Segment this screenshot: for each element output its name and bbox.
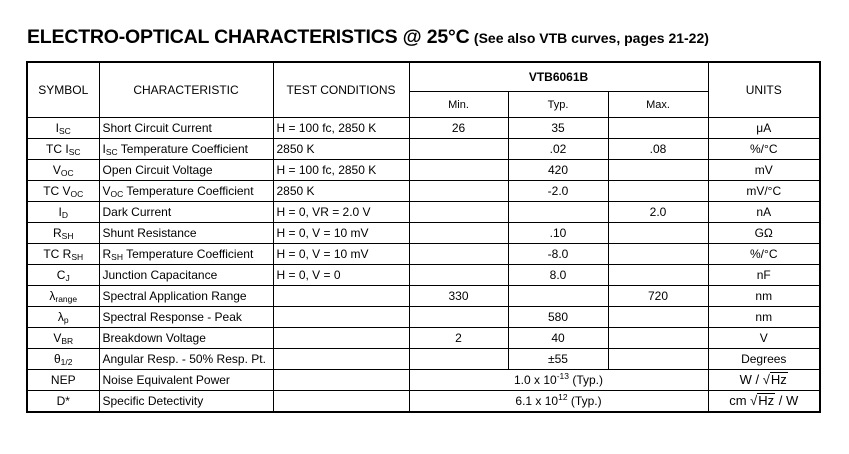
units-cell: %/°C <box>708 139 820 160</box>
characteristic-cell: Junction Capacitance <box>99 265 273 286</box>
max-cell <box>608 223 708 244</box>
symbol-cell: $C_J$ <box>27 265 99 286</box>
header-symbol: SYMBOL <box>27 62 99 118</box>
symbol-cell: $\lambda_{range}$ <box>27 286 99 307</box>
characteristic-cell: $R_{SH}$ Temperature Coefficient <box>99 244 273 265</box>
section-title <box>27 26 709 49</box>
title-main: ELECTRO-OPTICAL CHARACTERISTICS @ 25°C <box>27 26 470 48</box>
symbol-cell: $\theta_{1/2}$ <box>27 349 99 370</box>
min-cell <box>409 244 508 265</box>
units-cell: Degrees <box>708 349 820 370</box>
header-units: UNITS <box>708 62 820 118</box>
table-row <box>27 181 820 202</box>
title-subtitle: (See also VTB curves, pages 21-22) <box>473 30 709 46</box>
characteristic-cell: Open Circuit Voltage <box>99 160 273 181</box>
max-cell: 2.0 <box>608 202 708 223</box>
symbol-cell: $R_{SH}$ <box>27 223 99 244</box>
max-cell <box>608 181 708 202</box>
units-cell: mV <box>708 160 820 181</box>
test-cell: H = 100 fc, 2850 K <box>273 160 409 181</box>
test-cell <box>273 307 409 328</box>
table-row <box>27 118 820 139</box>
characteristic-cell: Angular Resp. - 50% Resp. Pt. <box>99 349 273 370</box>
table-row <box>27 328 820 349</box>
max-cell: 720 <box>608 286 708 307</box>
characteristic-cell: Noise Equivalent Power <box>99 370 273 391</box>
symbol-cell: $I_D$ <box>27 202 99 223</box>
characteristic-cell: Spectral Application Range <box>99 286 273 307</box>
typ-cell: .10 <box>508 223 608 244</box>
table-row <box>27 244 820 265</box>
symbol-cell: $I_{SC}$ <box>27 118 99 139</box>
max-cell <box>608 118 708 139</box>
typ-cell: ±55 <box>508 349 608 370</box>
test-cell: H = 0, VR = 2.0 V <box>273 202 409 223</box>
test-cell <box>273 370 409 391</box>
units-cell: cm √Hz / W <box>708 391 820 413</box>
max-cell <box>608 349 708 370</box>
table-row <box>27 139 820 160</box>
min-cell <box>409 349 508 370</box>
units-cell: nm <box>708 286 820 307</box>
test-cell: H = 100 fc, 2850 K <box>273 118 409 139</box>
typ-cell: -2.0 <box>508 181 608 202</box>
characteristic-cell: Specific Detectivity <box>99 391 273 413</box>
header-characteristic: CHARACTERISTIC <box>99 62 273 118</box>
min-cell: 330 <box>409 286 508 307</box>
characteristic-cell: $I_{SC}$ Temperature Coefficient <box>99 139 273 160</box>
characteristic-cell: Shunt Resistance <box>99 223 273 244</box>
units-cell: mV/°C <box>708 181 820 202</box>
symbol-cell: TC $V_{OC}$ <box>27 181 99 202</box>
typ-cell <box>508 202 608 223</box>
symbol-cell: NEP <box>27 370 99 391</box>
min-cell <box>409 181 508 202</box>
units-cell: nA <box>708 202 820 223</box>
test-cell: 2850 K <box>273 139 409 160</box>
header-typ: Typ. <box>508 92 608 118</box>
characteristic-cell: Short Circuit Current <box>99 118 273 139</box>
symbol-cell: TC $I_{SC}$ <box>27 139 99 160</box>
sqrt-icon: √ <box>750 393 758 408</box>
max-cell <box>608 307 708 328</box>
table-row-nep <box>27 370 820 391</box>
table-row <box>27 202 820 223</box>
units-cell: μA <box>708 118 820 139</box>
typ-cell: 40 <box>508 328 608 349</box>
max-cell <box>608 244 708 265</box>
header-max: Max. <box>608 92 708 118</box>
characteristic-cell: $V_{OC}$ Temperature Coefficient <box>99 181 273 202</box>
units-cell: %/°C <box>708 244 820 265</box>
typ-cell: 580 <box>508 307 608 328</box>
min-cell <box>409 307 508 328</box>
table-body <box>27 118 820 370</box>
symbol-cell: $V_{BR}$ <box>27 328 99 349</box>
characteristic-cell: Spectral Response - Peak <box>99 307 273 328</box>
max-cell <box>608 160 708 181</box>
table-row <box>27 286 820 307</box>
test-cell: 2850 K <box>273 181 409 202</box>
units-cell: W / √Hz <box>708 370 820 391</box>
test-cell: H = 0, V = 10 mV <box>273 244 409 265</box>
min-cell <box>409 160 508 181</box>
typ-cell: .02 <box>508 139 608 160</box>
units-cell: nF <box>708 265 820 286</box>
characteristic-cell: Breakdown Voltage <box>99 328 273 349</box>
table-row <box>27 160 820 181</box>
test-cell <box>273 286 409 307</box>
test-cell <box>273 349 409 370</box>
min-cell <box>409 223 508 244</box>
sqrt-icon: √ <box>762 372 770 387</box>
test-cell: H = 0, V = 0 <box>273 265 409 286</box>
typ-cell: 8.0 <box>508 265 608 286</box>
min-cell <box>409 139 508 160</box>
table-row <box>27 265 820 286</box>
value-cell: 1.0 x $10^{-13}$ (Typ.) <box>409 370 708 391</box>
value-cell: 6.1 x $10^{12}$ (Typ.) <box>409 391 708 413</box>
test-cell <box>273 328 409 349</box>
typ-cell: -8.0 <box>508 244 608 265</box>
header-part-number: VTB6061B <box>409 62 708 92</box>
min-cell: 26 <box>409 118 508 139</box>
min-cell <box>409 265 508 286</box>
units-cell: GΩ <box>708 223 820 244</box>
table-row <box>27 307 820 328</box>
test-cell <box>273 391 409 413</box>
units-cell: nm <box>708 307 820 328</box>
min-cell: 2 <box>409 328 508 349</box>
table-row <box>27 349 820 370</box>
typ-cell: 420 <box>508 160 608 181</box>
max-cell: .08 <box>608 139 708 160</box>
max-cell <box>608 265 708 286</box>
symbol-cell: D* <box>27 391 99 413</box>
units-cell: V <box>708 328 820 349</box>
characteristics-table <box>26 61 821 413</box>
header-test-conditions: TEST CONDITIONS <box>273 62 409 118</box>
symbol-cell: $V_{OC}$ <box>27 160 99 181</box>
test-cell: H = 0, V = 10 mV <box>273 223 409 244</box>
max-cell <box>608 328 708 349</box>
min-cell <box>409 202 508 223</box>
table-row-dstar <box>27 391 820 413</box>
typ-cell <box>508 286 608 307</box>
table-row <box>27 223 820 244</box>
symbol-cell: $\lambda_p$ <box>27 307 99 328</box>
header-min: Min. <box>409 92 508 118</box>
typ-cell: 35 <box>508 118 608 139</box>
symbol-cell: TC $R_{SH}$ <box>27 244 99 265</box>
characteristic-cell: Dark Current <box>99 202 273 223</box>
